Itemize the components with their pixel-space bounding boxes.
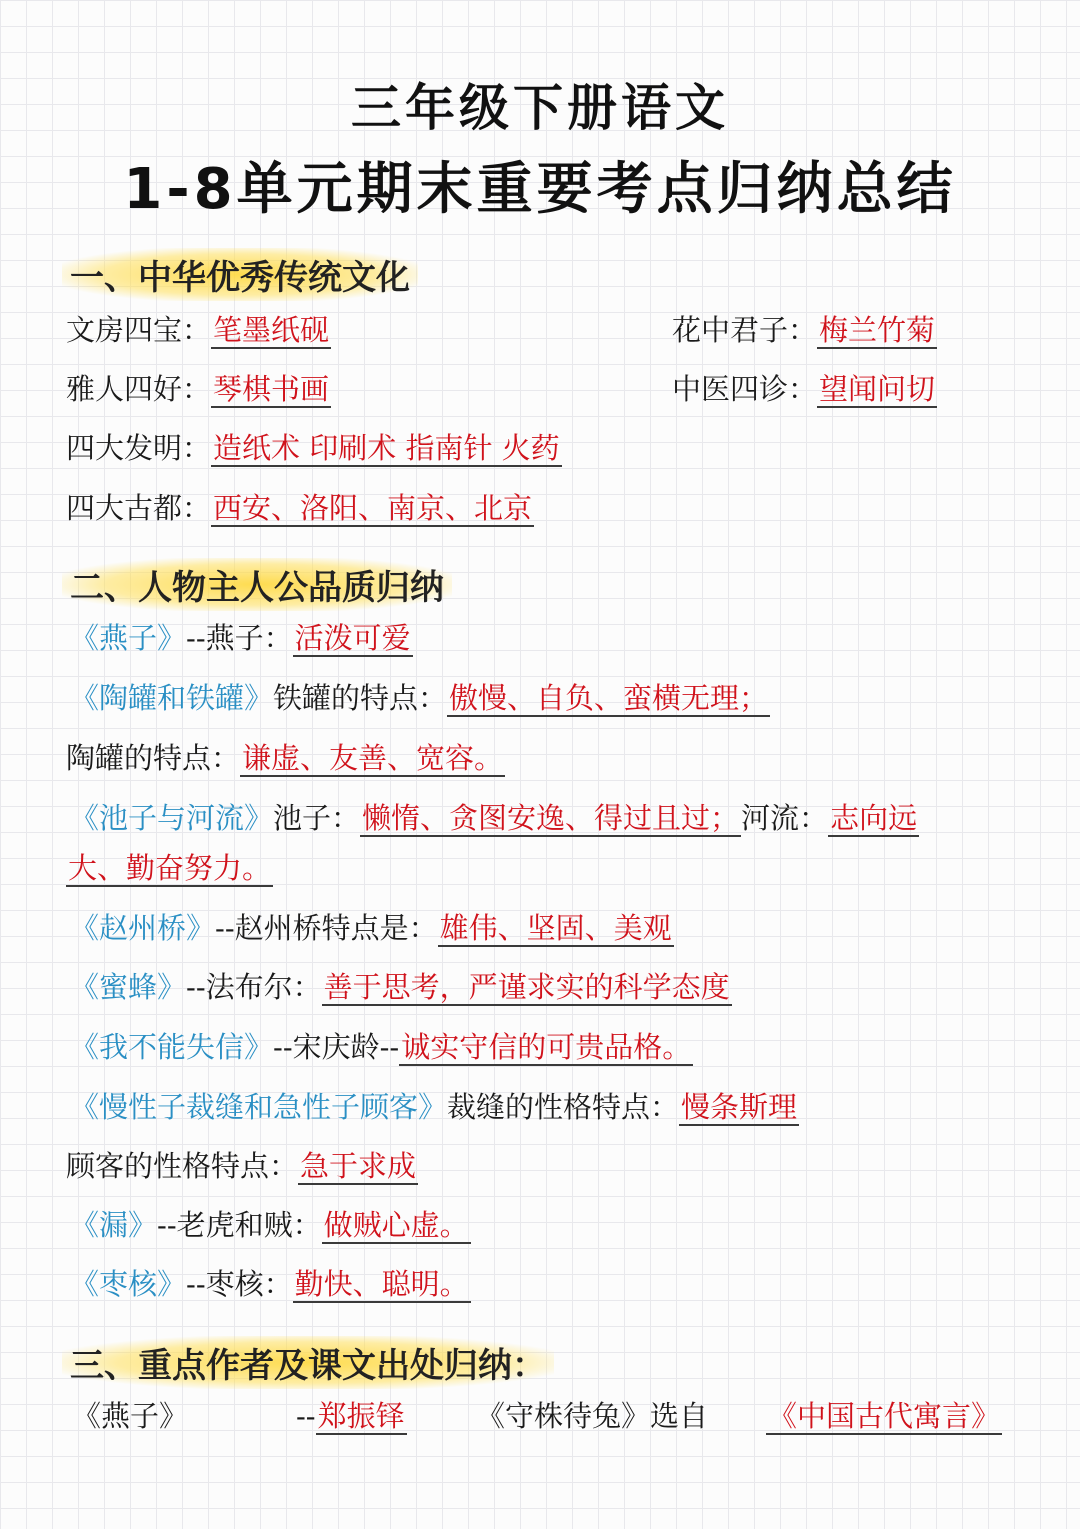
list-item xyxy=(66,738,505,778)
item-label: 四大发明： xyxy=(66,431,212,465)
book-title: 《慢性子裁缝和急性子顾客》 xyxy=(70,1090,448,1124)
list-item xyxy=(72,1396,188,1436)
item-answer: 急于求成 xyxy=(300,1149,417,1183)
item-label: --燕子： xyxy=(186,621,293,655)
section-heading-3: 三、重点作者及课文出处归纳： xyxy=(62,1336,554,1389)
item-label: --枣核： xyxy=(186,1267,293,1301)
item-answer: 大、勤奋努力。 xyxy=(68,851,272,885)
item-label: 顾客的性格特点： xyxy=(66,1149,299,1183)
item-answer: 笔墨纸砚 xyxy=(213,313,330,347)
list-item xyxy=(66,1146,418,1186)
item-label: 铁罐的特点： xyxy=(273,681,448,715)
list-item xyxy=(70,618,413,658)
item-label: -- xyxy=(296,1399,316,1433)
item-label: --法布尔： xyxy=(186,970,322,1004)
item-label: 河流： xyxy=(741,801,829,835)
item-answer: 谦虚、友善、宽容。 xyxy=(242,741,504,775)
list-item xyxy=(70,798,919,838)
item-label: 雅人四好： xyxy=(66,372,212,406)
section-heading-2: 二、人物主人公品质归纳 xyxy=(62,558,452,611)
list-item xyxy=(476,1396,708,1436)
item-answer: 雄伟、坚固、美观 xyxy=(439,911,672,945)
item-answer: 望闻问切 xyxy=(819,372,936,406)
list-item xyxy=(66,369,331,409)
item-label: 中医四诊： xyxy=(672,372,818,406)
list-item xyxy=(296,1396,407,1436)
item-label: 池子： xyxy=(273,801,361,835)
book-title: 《燕子》 xyxy=(72,1399,189,1433)
item-label: 陶罐的特点： xyxy=(66,741,241,775)
list-item xyxy=(766,1396,1002,1436)
item-answer: 善于思考，严谨求实的科学态度 xyxy=(323,970,730,1004)
book-title: 《赵州桥》 xyxy=(70,911,216,945)
item-answer: 梅兰竹菊 xyxy=(819,313,936,347)
list-item xyxy=(70,1027,693,1067)
item-answer: 造纸术 印刷术 指南针 火药 xyxy=(213,431,560,465)
list-item xyxy=(672,369,937,409)
item-answer: 勤快、聪明。 xyxy=(294,1267,469,1301)
book-title: 《陶罐和铁罐》 xyxy=(70,681,274,715)
item-answer: 西安、洛阳、南京、北京 xyxy=(213,491,533,525)
list-item xyxy=(66,428,562,468)
list-item xyxy=(672,310,937,350)
list-item xyxy=(70,908,674,948)
book-title: 《枣核》 xyxy=(70,1267,187,1301)
item-label: 四大古都： xyxy=(66,491,212,525)
book-title: 《池子与河流》 xyxy=(70,801,274,835)
page-title: 三年级下册语文 xyxy=(351,79,729,137)
item-answer: 活泼可爱 xyxy=(294,621,411,655)
list-item xyxy=(66,488,534,528)
book-title: 《守株待兔》选自 xyxy=(476,1399,709,1433)
item-answer: 《中国古代寓言》 xyxy=(768,1399,1001,1433)
item-answer: 傲慢、自负、蛮横无理； xyxy=(449,681,769,715)
book-title: 《蜜蜂》 xyxy=(70,970,187,1004)
book-title: 《燕子》 xyxy=(70,621,187,655)
list-item xyxy=(66,310,331,350)
item-answer: 郑振铎 xyxy=(317,1399,405,1433)
list-item xyxy=(66,848,273,888)
section-heading-1: 一、中华优秀传统文化 xyxy=(62,248,418,301)
item-label: 文房四宝： xyxy=(66,313,212,347)
list-item xyxy=(70,1205,471,1245)
item-answer: 诚实守信的可贵品格。 xyxy=(401,1030,692,1064)
item-label: --老虎和贼： xyxy=(157,1208,322,1242)
item-answer: 志向远 xyxy=(830,801,918,835)
book-title: 《漏》 xyxy=(70,1208,158,1242)
item-answer: 懒惰、贪图安逸、得过且过； xyxy=(362,801,740,835)
list-item xyxy=(70,967,732,1007)
item-answer: 做贼心虚。 xyxy=(323,1208,469,1242)
page-subtitle: 1-8单元期末重要考点归纳总结 xyxy=(123,157,957,222)
item-label: 裁缝的性格特点： xyxy=(447,1090,680,1124)
item-label: --宋庆龄-- xyxy=(273,1030,400,1064)
book-title: 《我不能失信》 xyxy=(70,1030,274,1064)
item-answer: 慢条斯理 xyxy=(681,1090,798,1124)
item-label: --赵州桥特点是： xyxy=(215,911,438,945)
item-label: 花中君子： xyxy=(672,313,818,347)
list-item xyxy=(70,1087,799,1127)
list-item xyxy=(70,1264,471,1304)
item-answer: 琴棋书画 xyxy=(213,372,330,406)
list-item xyxy=(70,678,770,718)
